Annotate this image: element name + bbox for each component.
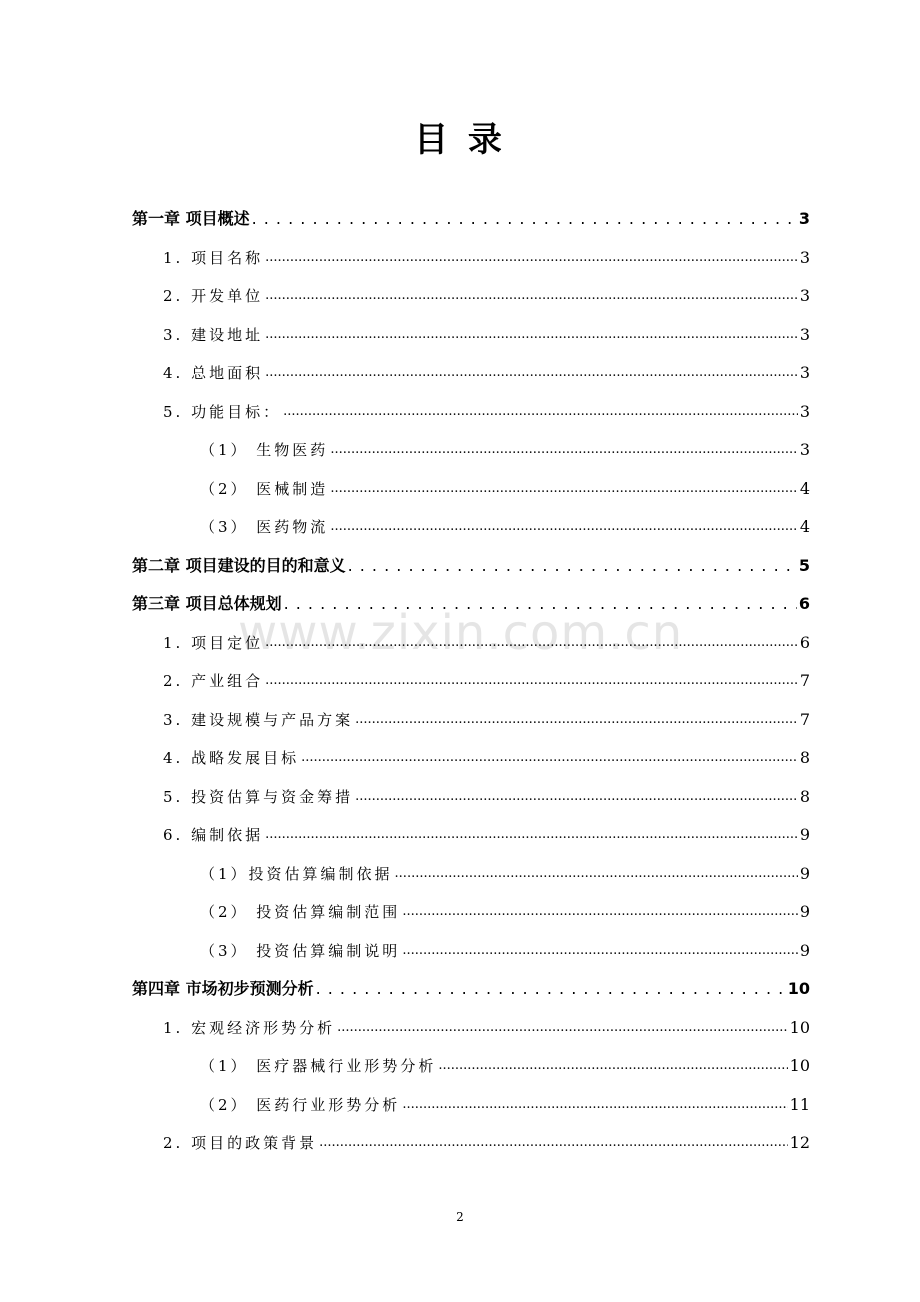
toc-entry[interactable] <box>163 322 810 348</box>
toc-entry[interactable] <box>163 822 810 848</box>
toc-entry[interactable] <box>200 938 810 964</box>
toc-entry[interactable] <box>132 553 810 579</box>
toc-dot-leader <box>330 437 798 463</box>
toc-entry-page: 3 <box>799 247 810 267</box>
watermark: www.zixin.com.cn <box>238 605 684 661</box>
toc-entry-label: 4. 战略发展目标 <box>163 749 300 767</box>
toc-entry-page: 9 <box>799 825 810 844</box>
toc-entry[interactable] <box>132 976 810 1002</box>
toc-entry-page: 11 <box>789 1094 810 1114</box>
toc-dot-leader <box>402 899 797 925</box>
toc-entry-label: （3） 医药物流 <box>200 518 329 536</box>
toc-dot-leader <box>330 476 798 502</box>
toc-entry-page: 10 <box>787 979 810 998</box>
toc-entry[interactable] <box>163 668 810 694</box>
toc-dot-leader <box>438 1053 787 1079</box>
toc-dot-leader <box>395 861 798 887</box>
toc-entry[interactable] <box>163 1015 810 1041</box>
toc-dot-leader <box>402 1092 787 1118</box>
toc-entry[interactable] <box>200 899 810 925</box>
toc-entry-label: 第一章 项目概述 <box>132 209 250 228</box>
toc-dot-leader <box>355 784 798 810</box>
toc-entry-page: 5 <box>798 555 810 575</box>
toc-dot-leader <box>265 283 798 309</box>
toc-dot-leader <box>265 630 798 656</box>
toc-entry-page: 9 <box>799 863 810 883</box>
toc-entry[interactable] <box>163 784 810 810</box>
toc-entry-page: 9 <box>799 940 810 960</box>
toc-entry-label: 2. 项目的政策背景 <box>163 1134 318 1152</box>
toc-dot-leader <box>316 976 786 1002</box>
toc-entry-label: 第四章 市场初步预测分析 <box>132 979 314 998</box>
toc-entry[interactable] <box>163 245 810 271</box>
toc-entry[interactable] <box>200 861 810 887</box>
toc-entry-label: （2） 医药行业形势分析 <box>200 1095 401 1114</box>
toc-entry[interactable] <box>200 514 810 540</box>
toc-entry-page: 4 <box>799 517 810 536</box>
toc-entry[interactable] <box>132 206 810 232</box>
toc-entry[interactable] <box>200 437 810 463</box>
toc-dot-leader <box>283 399 798 425</box>
toc-dot-leader <box>301 745 798 771</box>
toc-entry-label: （1）投资估算编制依据 <box>200 864 393 883</box>
toc-entry-label: 1. 宏观经济形势分析 <box>163 1018 336 1037</box>
toc-entry-label: 第三章 项目总体规划 <box>132 594 282 613</box>
toc-entry[interactable] <box>163 630 810 656</box>
toc-dot-leader <box>265 360 798 386</box>
toc-entry-label: （2） 投资估算编制范围 <box>200 903 401 921</box>
toc-entry-label: 4. 总地面积 <box>163 364 264 382</box>
toc-entry[interactable] <box>163 360 810 386</box>
toc-entry[interactable] <box>163 1130 810 1156</box>
toc-entry[interactable] <box>163 745 810 771</box>
toc-entry-page: 3 <box>799 324 810 344</box>
toc-entry-page: 8 <box>799 786 810 806</box>
toc-dot-leader <box>330 514 798 540</box>
toc-entry-page: 7 <box>799 709 810 729</box>
page-title: 目 录 <box>414 120 506 160</box>
page-number: 2 <box>456 1210 464 1224</box>
toc-entry[interactable] <box>132 591 810 617</box>
toc-entry[interactable] <box>163 283 810 309</box>
toc-entry-page: 6 <box>798 594 810 613</box>
toc-entry-label: （1） 生物医药 <box>200 441 329 459</box>
toc-dot-leader <box>337 1015 788 1041</box>
toc-entry-label: （2） 医械制造 <box>200 479 329 498</box>
toc-entry-page: 9 <box>799 902 810 921</box>
toc-entry-label: 1. 项目名称 <box>163 248 264 267</box>
toc-entry-page: 4 <box>799 478 810 498</box>
toc-dot-leader <box>348 553 797 579</box>
toc-dot-leader <box>355 707 798 733</box>
toc-dot-leader <box>319 1130 788 1156</box>
toc-entry[interactable] <box>163 707 810 733</box>
toc-entry-page: 7 <box>799 671 810 690</box>
toc-entry[interactable] <box>200 1053 810 1079</box>
toc-entry-label: 第二章 项目建设的目的和意义 <box>132 555 346 575</box>
toc-entry-page: 12 <box>789 1133 810 1152</box>
toc-entry[interactable] <box>200 476 810 502</box>
toc-entry-page: 6 <box>799 632 810 652</box>
toc-entry-page: 3 <box>799 286 810 305</box>
toc-entry-label: 6. 编制依据 <box>163 826 264 844</box>
toc-entry-label: 5. 功能目标： <box>163 402 282 421</box>
toc-dot-leader <box>265 668 798 694</box>
toc-entry-label: （3） 投资估算编制说明 <box>200 941 401 960</box>
toc-dot-leader <box>265 245 798 271</box>
toc-entry-label: 2. 产业组合 <box>163 672 264 690</box>
toc-entry[interactable] <box>200 1092 810 1118</box>
toc-entry-page: 3 <box>798 209 810 228</box>
toc-entry-label: （1） 医疗器械行业形势分析 <box>200 1057 437 1075</box>
toc-entry-page: 8 <box>799 748 810 767</box>
toc-entry-page: 3 <box>799 440 810 459</box>
toc-entry-label: 3. 建设规模与产品方案 <box>163 710 354 729</box>
toc-entry-page: 10 <box>789 1056 810 1075</box>
toc-dot-leader <box>402 938 797 964</box>
toc-dot-leader <box>265 822 798 848</box>
toc-entry-label: 2. 开发单位 <box>163 287 264 305</box>
toc-dot-leader <box>252 206 797 232</box>
toc-dot-leader <box>284 591 797 617</box>
toc-entry-label: 3. 建设地址 <box>163 325 264 344</box>
toc-dot-leader <box>265 322 798 348</box>
toc-entry-page: 10 <box>789 1017 810 1037</box>
toc-entry-page: 3 <box>799 401 810 421</box>
toc-entry-label: 5. 投资估算与资金筹措 <box>163 787 354 806</box>
toc-entry[interactable] <box>163 399 810 425</box>
toc-entry-label: 1. 项目定位 <box>163 633 264 652</box>
toc-entry-page: 3 <box>799 363 810 382</box>
